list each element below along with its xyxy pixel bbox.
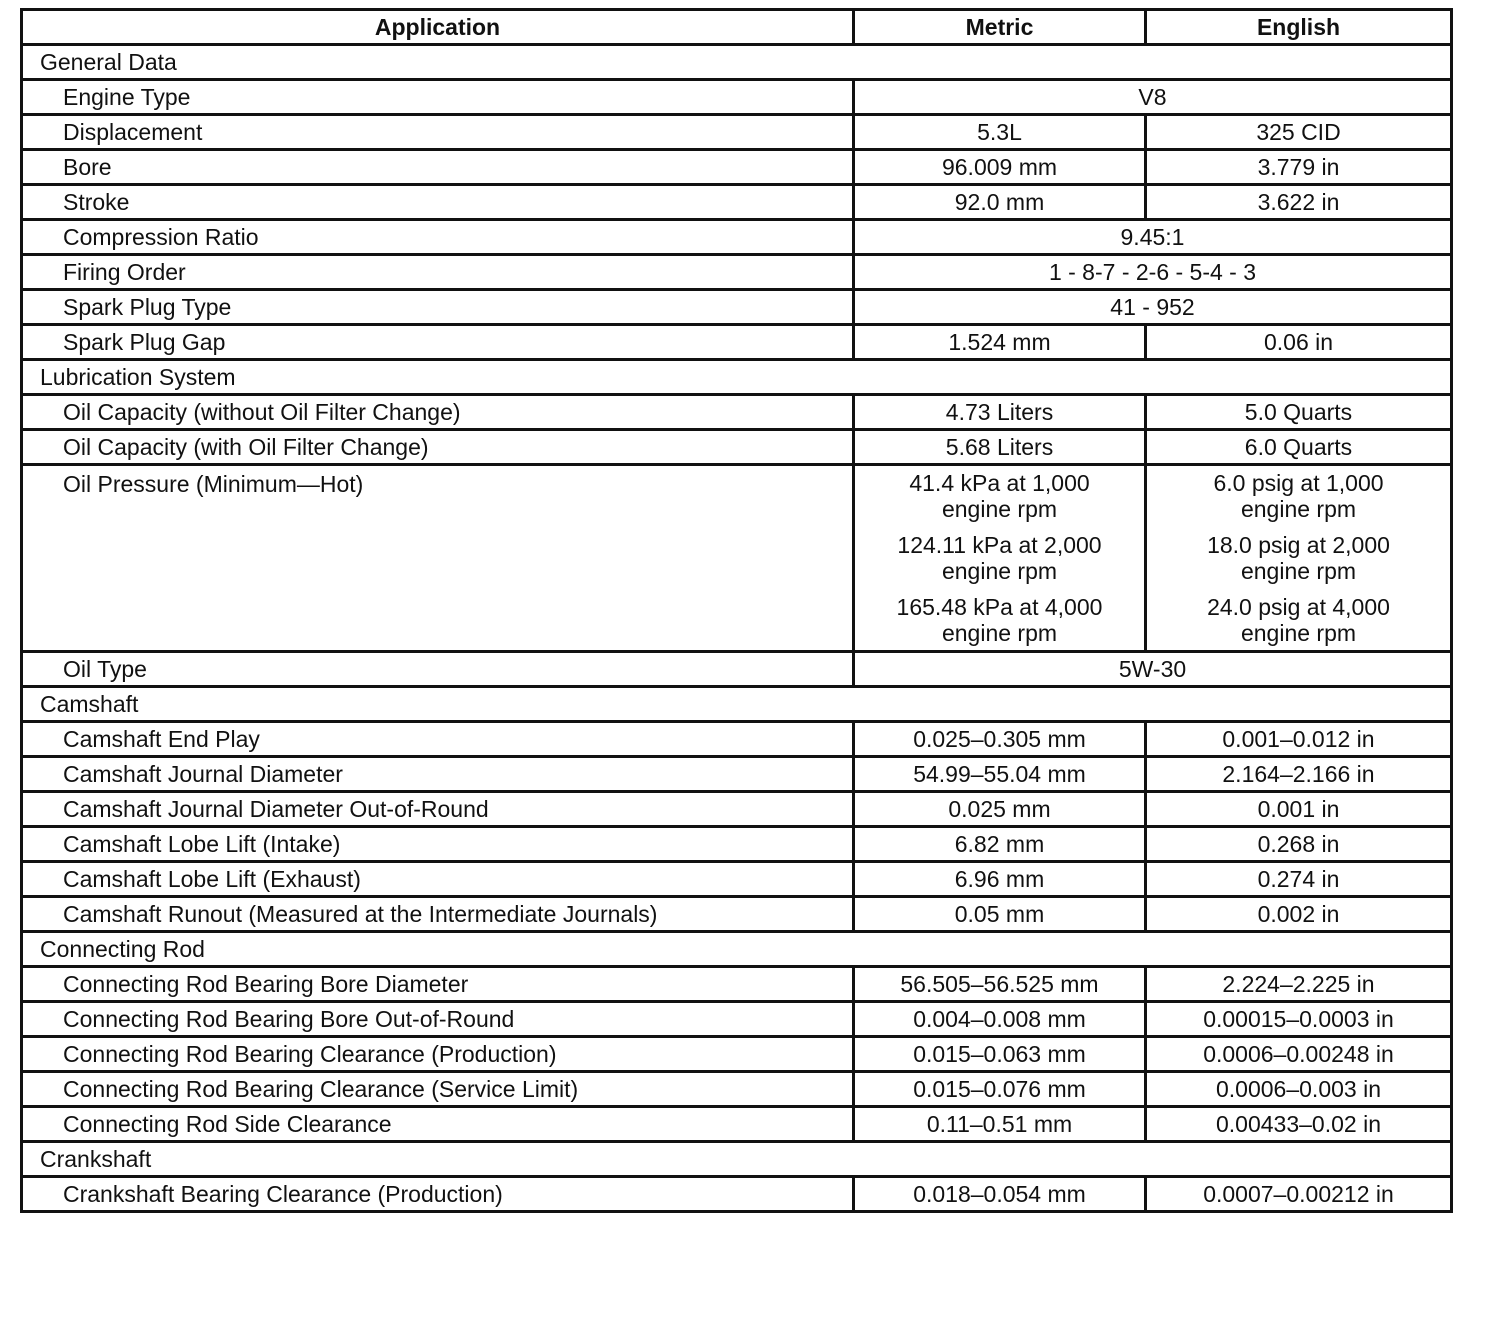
table-row: [22, 325, 1452, 360]
application-cell: Oil Capacity (with Oil Filter Change): [22, 430, 854, 465]
header-english: English: [1146, 10, 1452, 45]
table-row: [22, 290, 1452, 325]
section-title-connecting-rod: Connecting Rod: [22, 932, 1452, 967]
table-row: [22, 1107, 1452, 1142]
pressure-entry: [1147, 470, 1450, 522]
application-cell: Connecting Rod Bearing Clearance (Service Limit): [22, 1072, 854, 1107]
header-row: [22, 10, 1452, 45]
pressure-unit: engine rpm: [1240, 558, 1357, 584]
application-cell: Engine Type: [22, 80, 854, 115]
english-cell: 0.268 in: [1146, 827, 1452, 862]
header-metric: Metric: [854, 10, 1146, 45]
metric-cell: 4.73 Liters: [854, 395, 1146, 430]
english-cell: 3.779 in: [1146, 150, 1452, 185]
metric-cell: 0.025–0.305 mm: [854, 722, 1146, 757]
metric-cell: 0.015–0.076 mm: [854, 1072, 1146, 1107]
english-cell: 6.0 Quarts: [1146, 430, 1452, 465]
english-cell: 2.224–2.225 in: [1146, 967, 1452, 1002]
english-cell: 0.274 in: [1146, 862, 1452, 897]
metric-cell: 1.524 mm: [854, 325, 1146, 360]
metric-cell: 6.96 mm: [854, 862, 1146, 897]
section-row: [22, 45, 1452, 80]
english-cell: 0.002 in: [1146, 897, 1452, 932]
metric-cell: 0.004–0.008 mm: [854, 1002, 1146, 1037]
pressure-entry: [855, 594, 1144, 646]
pressure-entry: [855, 470, 1144, 522]
header-application: Application: [22, 10, 854, 45]
pressure-unit: engine rpm: [941, 620, 1058, 646]
table-row: [22, 722, 1452, 757]
application-cell: Camshaft Runout (Measured at the Intermediate Journals): [22, 897, 854, 932]
table-row: [22, 827, 1452, 862]
application-cell: Stroke: [22, 185, 854, 220]
table-row: [22, 967, 1452, 1002]
table-row: [22, 1037, 1452, 1072]
english-cell: 0.0006–0.00248 in: [1146, 1037, 1452, 1072]
value-span-cell: 41 - 952: [854, 290, 1452, 325]
english-cell: 0.0007–0.00212 in: [1146, 1177, 1452, 1212]
pressure-value: 24.0 psig at 4,000: [1207, 594, 1390, 620]
section-row: [22, 1142, 1452, 1177]
pressure-value: 6.0 psig at 1,000: [1213, 470, 1384, 496]
application-cell: Oil Capacity (without Oil Filter Change): [22, 395, 854, 430]
english-cell: 5.0 Quarts: [1146, 395, 1452, 430]
application-cell: Connecting Rod Side Clearance: [22, 1107, 854, 1142]
application-cell: Connecting Rod Bearing Clearance (Production): [22, 1037, 854, 1072]
application-cell: Camshaft Journal Diameter Out-of-Round: [22, 792, 854, 827]
english-cell: 0.001–0.012 in: [1146, 722, 1452, 757]
metric-cell: 0.018–0.054 mm: [854, 1177, 1146, 1212]
table-row: [22, 150, 1452, 185]
section-title-crankshaft: Crankshaft: [22, 1142, 1452, 1177]
pressure-value: 165.48 kPa at 4,000: [896, 594, 1103, 620]
application-cell: Compression Ratio: [22, 220, 854, 255]
table-row: [22, 220, 1452, 255]
table-row: [22, 792, 1452, 827]
table-row: [22, 115, 1452, 150]
application-cell: Camshaft End Play: [22, 722, 854, 757]
application-cell: Connecting Rod Bearing Bore Diameter: [22, 967, 854, 1002]
pressure-entry: [1147, 532, 1450, 584]
metric-cell: [854, 465, 1146, 652]
pressure-unit: engine rpm: [941, 558, 1058, 584]
pressure-value: 124.11 kPa at 2,000: [897, 532, 1102, 558]
english-cell: [1146, 465, 1452, 652]
section-row: [22, 932, 1452, 967]
english-cell: 0.001 in: [1146, 792, 1452, 827]
pressure-unit: engine rpm: [1240, 620, 1357, 646]
table-row: [22, 255, 1452, 290]
value-span-cell: 1 - 8-7 - 2-6 - 5-4 - 3: [854, 255, 1452, 290]
table-row: [22, 757, 1452, 792]
pressure-value: 41.4 kPa at 1,000: [909, 470, 1090, 496]
value-span-cell: 5W-30: [854, 652, 1452, 687]
pressure-entry: [1147, 594, 1450, 646]
metric-cell: 0.05 mm: [854, 897, 1146, 932]
metric-cell: 0.025 mm: [854, 792, 1146, 827]
pressure-entry: [855, 532, 1144, 584]
english-cell: 0.06 in: [1146, 325, 1452, 360]
table-row: [22, 1002, 1452, 1037]
english-cell: 0.0006–0.003 in: [1146, 1072, 1452, 1107]
pressure-value: 18.0 psig at 2,000: [1207, 532, 1390, 558]
metric-cell: 5.68 Liters: [854, 430, 1146, 465]
table-row: [22, 862, 1452, 897]
application-cell: Displacement: [22, 115, 854, 150]
english-cell: 3.622 in: [1146, 185, 1452, 220]
pressure-unit: engine rpm: [941, 496, 1058, 522]
metric-cell: 0.015–0.063 mm: [854, 1037, 1146, 1072]
table-row: [22, 185, 1452, 220]
application-cell: Crankshaft Bearing Clearance (Production): [22, 1177, 854, 1212]
table-row: [22, 652, 1452, 687]
engine-spec-table: [20, 8, 1453, 1213]
application-cell: Spark Plug Type: [22, 290, 854, 325]
table-row: [22, 897, 1452, 932]
english-cell: 2.164–2.166 in: [1146, 757, 1452, 792]
application-cell: Connecting Rod Bearing Bore Out-of-Round: [22, 1002, 854, 1037]
metric-cell: 92.0 mm: [854, 185, 1146, 220]
section-title-general: General Data: [22, 45, 1452, 80]
application-cell: Bore: [22, 150, 854, 185]
english-cell: 0.00015–0.0003 in: [1146, 1002, 1452, 1037]
application-cell: Firing Order: [22, 255, 854, 290]
metric-cell: 96.009 mm: [854, 150, 1146, 185]
section-title-camshaft: Camshaft: [22, 687, 1452, 722]
application-cell: Camshaft Lobe Lift (Exhaust): [22, 862, 854, 897]
application-cell: Spark Plug Gap: [22, 325, 854, 360]
section-row: [22, 360, 1452, 395]
application-cell: Camshaft Lobe Lift (Intake): [22, 827, 854, 862]
metric-cell: 6.82 mm: [854, 827, 1146, 862]
application-cell: Oil Type: [22, 652, 854, 687]
table-row: [22, 1177, 1452, 1212]
section-title-lubrication: Lubrication System: [22, 360, 1452, 395]
table-row-oil-pressure: [22, 465, 1452, 652]
table-row: [22, 80, 1452, 115]
table-row: [22, 430, 1452, 465]
metric-cell: 0.11–0.51 mm: [854, 1107, 1146, 1142]
english-cell: 0.00433–0.02 in: [1146, 1107, 1452, 1142]
english-cell: 325 CID: [1146, 115, 1452, 150]
metric-cell: 54.99–55.04 mm: [854, 757, 1146, 792]
value-span-cell: V8: [854, 80, 1452, 115]
application-cell: Camshaft Journal Diameter: [22, 757, 854, 792]
value-span-cell: 9.45:1: [854, 220, 1452, 255]
table-row: [22, 1072, 1452, 1107]
application-cell: Oil Pressure (Minimum—Hot): [22, 465, 854, 652]
table-row: [22, 395, 1452, 430]
pressure-unit: engine rpm: [1240, 496, 1357, 522]
metric-cell: 5.3L: [854, 115, 1146, 150]
metric-cell: 56.505–56.525 mm: [854, 967, 1146, 1002]
section-row: [22, 687, 1452, 722]
